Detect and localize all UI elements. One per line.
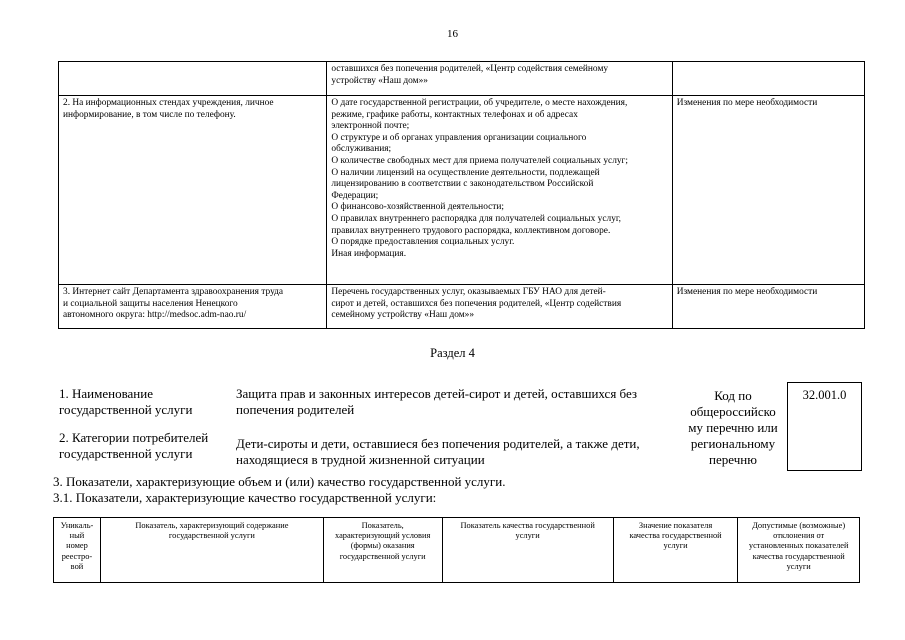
text-line: О дате государственной регистрации, об учредителе, о месте нахождения, <box>331 98 628 108</box>
text-line: лицензированию в соответствии с законодательством Российской <box>331 179 594 190</box>
text-line: государственной услуги <box>59 402 193 417</box>
text-line: О количестве свободных мест для приема получателей социальных услуг; <box>331 155 629 166</box>
text-line: ный <box>69 531 85 541</box>
text-line: вой <box>70 561 84 571</box>
text-line: режиме, графике работы, контактных телефонах и об адресах <box>331 109 578 120</box>
text-line: О порядке предоставления социальных услуг. <box>331 237 515 248</box>
table-cell <box>59 62 327 96</box>
text-line: О финансово-хозяйственной деятельности; <box>331 202 504 213</box>
column-header <box>613 518 738 583</box>
indicators-heading: 3. Показатели, характеризующие объем и (или) качество государственной услуги. <box>53 474 506 489</box>
column-header <box>738 518 860 583</box>
text-line: Дети-сироты и дети, оставшиеся без попечения родителей, а также дети, <box>236 436 640 451</box>
text-line: семейному устройству «Наш дом»» <box>331 310 475 321</box>
text-line: Федерации; <box>331 190 379 201</box>
text-line: правилах внутреннего трудового распорядка, коллективном договоре. <box>331 225 611 236</box>
text-line: О структуре и об органах управления организации социального <box>331 132 587 143</box>
table-cell <box>327 62 672 96</box>
registry-code-label <box>678 388 788 468</box>
text-line: (формы) оказания <box>350 541 415 551</box>
table-cell <box>672 96 864 285</box>
table-cell <box>59 96 327 285</box>
table-cell <box>327 96 672 285</box>
column-header <box>54 518 101 583</box>
consumer-category-label <box>59 430 234 462</box>
service-name-label <box>59 386 234 418</box>
text-line: 1. Наименование <box>59 386 153 401</box>
table-cell <box>672 62 864 96</box>
text-line: 3. Интернет сайт Департамента здравоохранения труда <box>63 287 284 297</box>
table-cell <box>327 285 672 329</box>
text-line: О наличии лицензий на осуществление деятельности, подлежащей <box>331 167 600 178</box>
text-line: Изменения по мере необходимости <box>676 98 818 108</box>
text-line: государственной услуги <box>168 531 255 541</box>
text-line: Показатель, <box>361 521 404 530</box>
page-number: 16 <box>447 28 458 40</box>
text-line: Показатель качества государственной <box>460 521 595 530</box>
text-line: и социальной защиты населения Ненецкого <box>63 298 238 309</box>
table-row <box>59 62 865 96</box>
table-header-row <box>54 518 860 583</box>
text-line: номер <box>66 541 88 551</box>
text-line: услуги <box>663 541 688 551</box>
text-line: 2. Категории потребителей <box>59 430 209 445</box>
text-line: О правилах внутреннего распорядка для получателей социальных услуг, <box>331 213 622 224</box>
column-header <box>100 518 323 583</box>
text-line: Уникаль- <box>60 521 94 530</box>
text-line: Код по <box>714 388 752 403</box>
text-line: оставшихся без попечения родителей, «Центр содействия семейному <box>331 64 609 74</box>
registry-code-value: 32.001.0 <box>802 388 847 402</box>
text-line: устройству «Наш дом»» <box>331 75 428 86</box>
table-cell <box>59 285 327 329</box>
table-row <box>59 285 865 329</box>
text-line: находящиеся в трудной жизненной ситуации <box>236 452 485 467</box>
text-line: установленных показателей <box>748 541 849 551</box>
text-line: Иная информация. <box>331 248 407 259</box>
column-header <box>323 518 442 583</box>
text-line: Показатель, характеризующий содержание <box>135 521 289 530</box>
text-line: государственной услуги <box>339 551 426 561</box>
table-cell <box>672 285 864 329</box>
text-line: региональному <box>690 436 776 451</box>
text-line: обслуживания; <box>331 144 392 155</box>
registry-code-box <box>787 382 862 471</box>
table-row <box>59 96 865 285</box>
column-header <box>442 518 613 583</box>
text-line: государственной услуги <box>59 446 193 461</box>
quality-indicators-heading: 3.1. Показатели, характеризующие качество государственной услуги: <box>53 490 437 505</box>
text-line: отклонения от <box>773 531 825 541</box>
quality-table <box>53 517 860 583</box>
text-line: 2. На информационных стендах учреждения, личное <box>63 98 274 108</box>
text-line: реестро- <box>61 551 93 561</box>
text-line: Перечень государственных услуг, оказываемых ГБУ НАО для детей- <box>331 287 606 297</box>
service-name-value <box>236 386 681 418</box>
info-table <box>58 61 865 329</box>
text-line: характеризующий условия <box>335 531 431 541</box>
section-title: Раздел 4 <box>430 346 475 360</box>
text-line: му перечню или <box>688 420 778 435</box>
text-line: сирот и детей, оставшихся без попечения родителей, «Центр содействия <box>331 298 622 309</box>
text-line: перечню <box>709 452 757 467</box>
text-line: автономного округа: http://medsoc.adm-nao.ru/ <box>63 310 247 321</box>
text-line: информирование, в том числе по телефону. <box>63 109 236 120</box>
text-line: электронной почте; <box>331 121 410 132</box>
text-line: Допустимые (возможные) <box>752 521 846 530</box>
text-line: качества государственной <box>752 551 845 561</box>
text-line: Значение показателя <box>638 521 713 530</box>
text-line: попечения родителей <box>236 402 355 417</box>
text-line: общероссийско <box>690 404 776 419</box>
text-line: услуги <box>515 531 540 541</box>
consumer-category-value <box>236 436 681 468</box>
text-line: Защита прав и законных интересов детей-сирот и детей, оставшихся без <box>236 386 638 401</box>
text-line: качества государственной <box>629 531 722 541</box>
text-line: Изменения по мере необходимости <box>676 287 818 297</box>
text-line: услуги <box>786 561 811 571</box>
